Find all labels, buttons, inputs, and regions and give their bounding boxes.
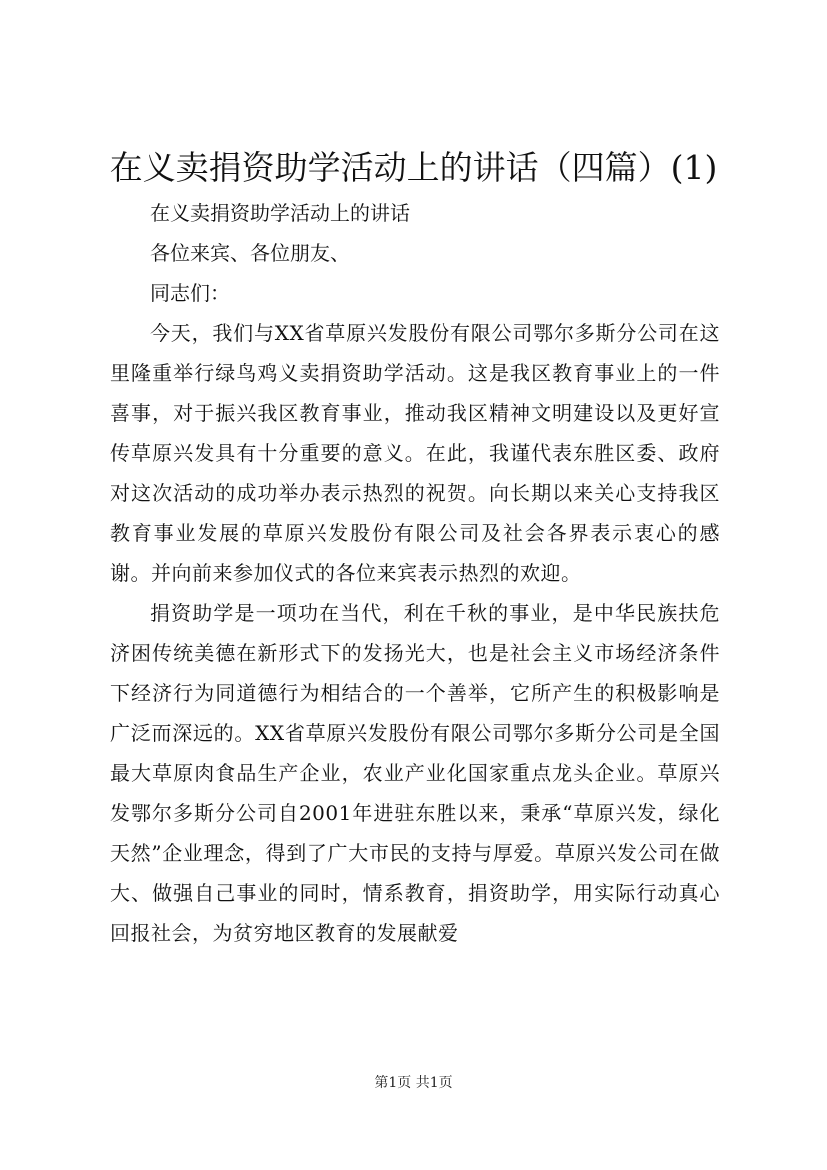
paragraph-2: 捐资助学是一项功在当代，利在千秋的事业，是中华民族扶危济困传统美德在新形式下的发扬光大，也是社会主义市场经济条件下经济行为同道德行为相结合的一个善举，它所产生的积极影响是广泛而深远的。XX省草原兴发股份有限公司鄂尔多斯分公司是全国最大草原肉食品生产企业，农业产业化国家重点龙头企业。草原兴发鄂尔多斯分公司自2001年进驻东胜以来，秉承“草原兴发，绿化天然”企业理念，得到了广大市民的支持与厚爱。草原兴发公司在做大、做强自己事业的同时，情系教育，捐资助学，用实际行动真心回报社会，为贫穷地区教育的发展献爱: [110, 601, 720, 945]
speech-subtitle: 在义卖捐资助学活动上的讲话: [150, 201, 410, 225]
salutation-line-1: 各位来宾、各位朋友、: [150, 241, 350, 265]
page-footer: 第1页 共1页: [374, 1075, 453, 1091]
paragraph-1: 今天，我们与XX省草原兴发股份有限公司鄂尔多斯分公司在这里隆重举行绿鸟鸡义卖捐资助学活动。这是我区教育事业上的一件喜事，对于振兴我区教育事业，推动我区精神文明建设以及更好宣传草原兴发具有十分重要的意义。在此，我谨代表东胜区委、政府对这次活动的成功举办表示热烈的祝贺。向长期以来关心支持我区教育事业发展的草原兴发股份有限公司及社会各界表示衷心的感谢。并向前来参加仪式的各位来宾表示热烈的欢迎。: [110, 321, 720, 585]
document-title: 在义卖捐资助学活动上的讲话（四篇）(1): [109, 148, 718, 187]
salutation-line-2: 同志们：: [150, 281, 230, 305]
document-body: [110, 193, 720, 953]
